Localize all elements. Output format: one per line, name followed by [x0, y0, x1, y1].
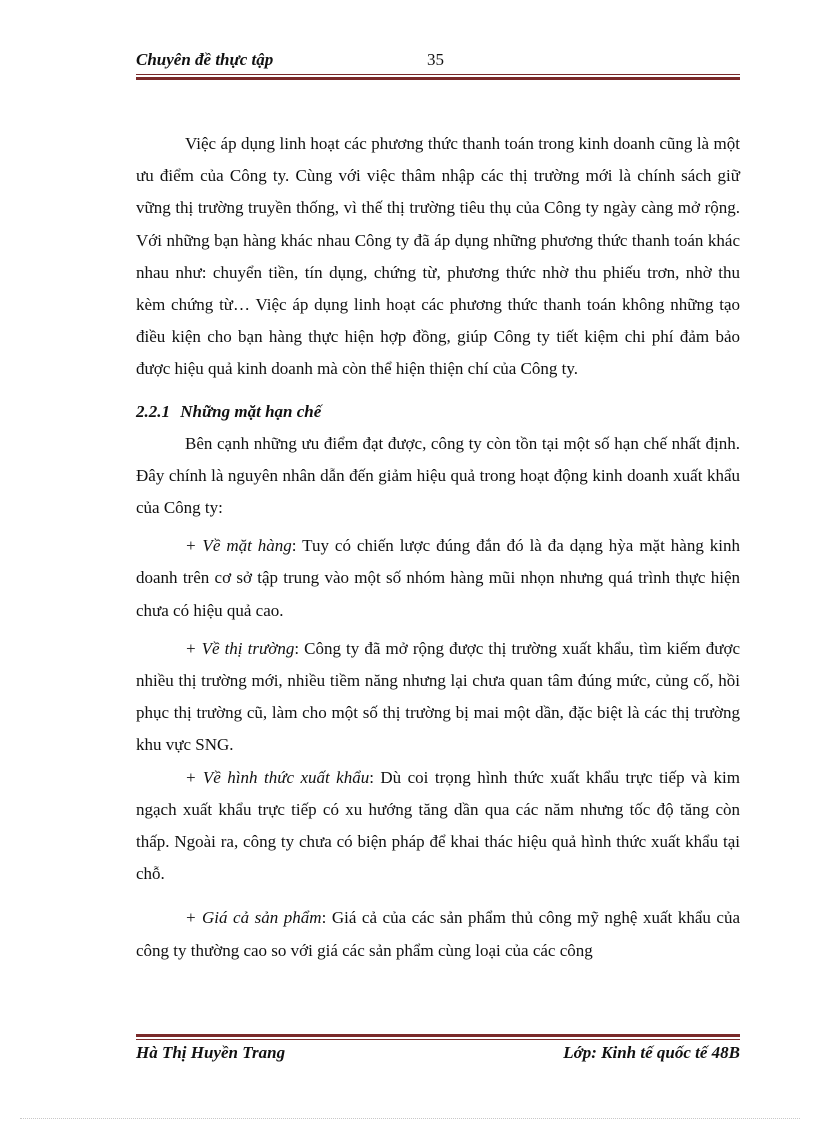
footer-rule-thick	[136, 1034, 740, 1037]
page-number: 35	[427, 50, 444, 69]
header-title: Chuyên đề thực tập	[136, 50, 274, 69]
section-title: Những mặt hạn chế	[180, 401, 322, 421]
body-text	[136, 128, 740, 967]
item-paragraph-products	[136, 530, 740, 627]
item-paragraph-market	[136, 633, 740, 762]
item-label: + Giá cả sản phẩm	[185, 908, 322, 928]
item-label: + Về hình thức xuất khẩu	[185, 767, 370, 787]
item-text: : Tuy có chiến lược đúng đắn đó là đa dạng hỳa mặt hàng kinh doanh trên cơ sở tập trung vào một số nhóm hàng mũi nhọn nhưng quá trình thực hiện chưa có hiệu quả cao.	[136, 536, 741, 620]
paragraph-intro: Việc áp dụng linh hoạt các phương thức thanh toán trong kinh doanh cũng là một ưu điểm của Công ty. Cùng với việc thâm nhập các thị trường mới là chính sách giữ vững thị trường truyền thống, vì thế thị trường tiêu thụ của Công ty ngày càng mở rộng. Với những bạn hàng khác nhau Công ty đã áp dụng những phương thức thanh toán khác nhau như: chuyển tiền, tín dụng, chứng từ, phương thức nhờ thu phiếu trơn, nhờ thu kèm chứng từ… Việc áp dụng linh hoạt các phương thức thanh toán không những tạo điều kiện cho bạn hàng thực hiện hợp đồng, giúp Công ty tiết kiệm chi phí đảm bảo được hiệu quả kinh doanh mà còn thể hiện thiện chí của Công ty.	[136, 134, 740, 379]
section-heading	[136, 396, 740, 428]
footer-rule	[136, 1034, 740, 1040]
page-edge-dotted-line	[20, 1118, 800, 1119]
item-paragraph-price	[136, 902, 740, 966]
header-rule-thick	[136, 77, 740, 80]
item-text: : Dù coi trọng hình thức xuất khẩu trực tiếp và kim ngạch xuất khẩu trực tiếp có xu hướng tăng dần qua các năm nhưng tốc độ tăng còn thấp. Ngoài ra, công ty chưa có biện pháp để khai thác hiệu quả hình thức xuất khẩu tại chỗ.	[136, 767, 740, 884]
footer-rule-thin	[136, 1039, 740, 1040]
header-rule-thin	[136, 74, 740, 75]
section-number: 2.2.1	[136, 401, 170, 421]
section-intro-paragraph: Bên cạnh những ưu điểm đạt được, công ty còn tồn tại một số hạn chế nhất định. Đây chính là nguyên nhân dẫn đến giảm hiệu quả trong hoạt động kinh doanh xuất khẩu của Công ty:	[136, 433, 740, 518]
item-label: + Về thị trường	[185, 638, 295, 658]
item-text: : Công ty đã mở rộng được thị trường xuất khẩu, tìm kiếm được nhiều thị trường mới, nhiều tiềm năng nhưng lại chưa quan tâm đúng mức, củng cố, hồi phục thị trường cũ, làm cho một số thị trường bị mai một dần, đặc biệt là các thị trường khu vực SNG.	[136, 638, 740, 755]
footer-author: Hà Thị Huyền Trang	[136, 1043, 286, 1062]
item-text: : Giá cả của các sản phẩm thủ công mỹ nghệ xuất khẩu của công ty thường cao so với giá các sản phẩm cùng loại của các công	[136, 908, 740, 960]
item-paragraph-export-form	[136, 762, 740, 891]
footer-class: Lớp: Kinh tế quốc tế 48B	[563, 1043, 740, 1062]
item-label: + Về mặt hàng	[185, 536, 292, 556]
header-rule	[136, 74, 740, 80]
